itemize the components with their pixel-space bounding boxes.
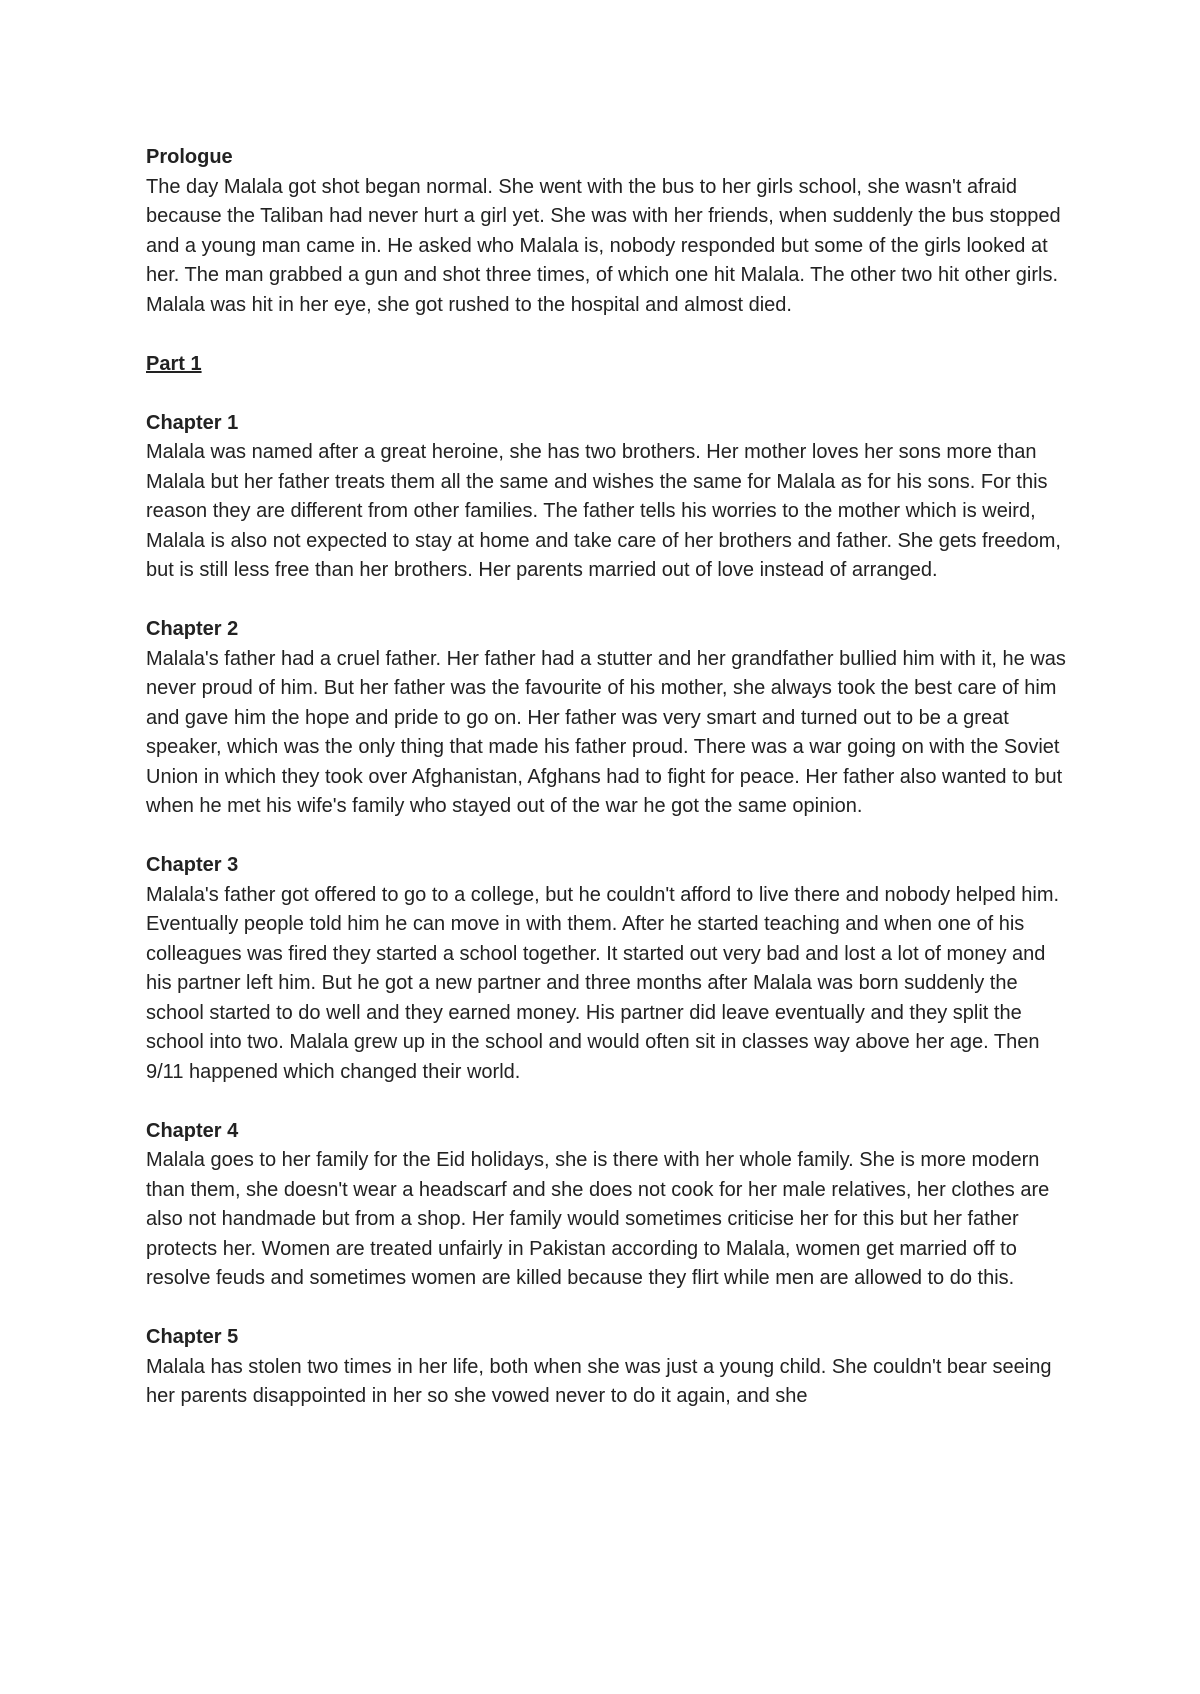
chapter-section	[146, 409, 1076, 586]
chapter-heading: Chapter 1	[146, 411, 239, 434]
chapter-text: Malala was named after a great heroine, she has two brothers. Her mother loves her sons more than Malala but her father treats them all the same and wishes the same for Malala as for his sons. For this reason they are different from other families. The father tells his worries to the mother which is weird, Malala is also not expected to stay at home and take care of her brothers and father. She gets freedom, but is still less free than her brothers. Her parents married out of love instead of arranged.	[146, 441, 1061, 581]
chapter-section	[146, 615, 1076, 822]
chapter-heading: Chapter 2	[146, 618, 239, 640]
document-content	[146, 143, 1076, 1441]
part-heading: Part 1	[146, 352, 202, 375]
chapter-text: Malala goes to her family for the Eid holidays, she is there with her whole family. She is more modern than them, she doesn't wear a headscarf and she does not cook for her male relatives, her clothes are also not handmade but from a shop. Her family would sometimes criticise her for this but her father protects her. Women are treated unfairly in Pakistan according to Malala, women get married off to resolve feuds and sometimes women are killed because they flirt while men are allowed to do this.	[146, 1149, 1050, 1289]
chapter-section	[146, 1117, 1076, 1294]
chapter-text: Malala has stolen two times in her life, both when she was just a young child. She couldn't bear seeing her parents disappointed in her so she vowed never to do it again, and she	[146, 1355, 1052, 1407]
part-section	[146, 350, 1076, 380]
chapter-text: Malala's father got offered to go to a college, but he couldn't afford to live there and nobody helped him. Eventually people told him he can move in with them. After he started teaching and when one of his colleagues was fired they started a school together. It started out very bad and lost a lot of money and his partner left him. But he got a new partner and three months after Malala was born suddenly the school started to do well and they earned money. His partner did leave eventually and they split the school into two. Malala grew up in the school and would often sit in classes way above her age. Then 9/11 happened which changed their world.	[146, 883, 1060, 1083]
chapter-heading: Chapter 3	[146, 854, 239, 876]
chapter-heading: Chapter 4	[146, 1119, 239, 1142]
chapter-section	[146, 851, 1076, 1087]
prologue-text: The day Malala got shot began normal. She went with the bus to her girls school, she wasn't afraid because the Taliban had never hurt a girl yet. She was with her friends, when suddenly the bus stopped and a young man came in. He asked who Malala is, nobody responded but some of the girls looked at her. The man grabbed a gun and shot three times, of which one hit Malala. The other two hit other girls. Malala was hit in her eye, she got rushed to the hospital and almost died.	[146, 175, 1061, 316]
prologue-heading: Prologue	[146, 146, 233, 168]
chapter-section	[146, 1323, 1076, 1412]
chapter-text: Malala's father had a cruel father. Her father had a stutter and her grandfather bullied him with it, he was never proud of him. But her father was the favourite of his mother, she always took the best care of him and gave him the hope and pride to go on. Her father was very smart and turned out to be a great speaker, which was the only thing that made his father proud. There was a war going on with the Soviet Union in which they took over Afghanistan, Afghans had to fight for peace. Her father also wanted to but when he met his wife's family who stayed out of the war he got the same opinion.	[146, 647, 1066, 817]
chapter-heading: Chapter 5	[146, 1326, 239, 1348]
prologue-section	[146, 143, 1076, 320]
